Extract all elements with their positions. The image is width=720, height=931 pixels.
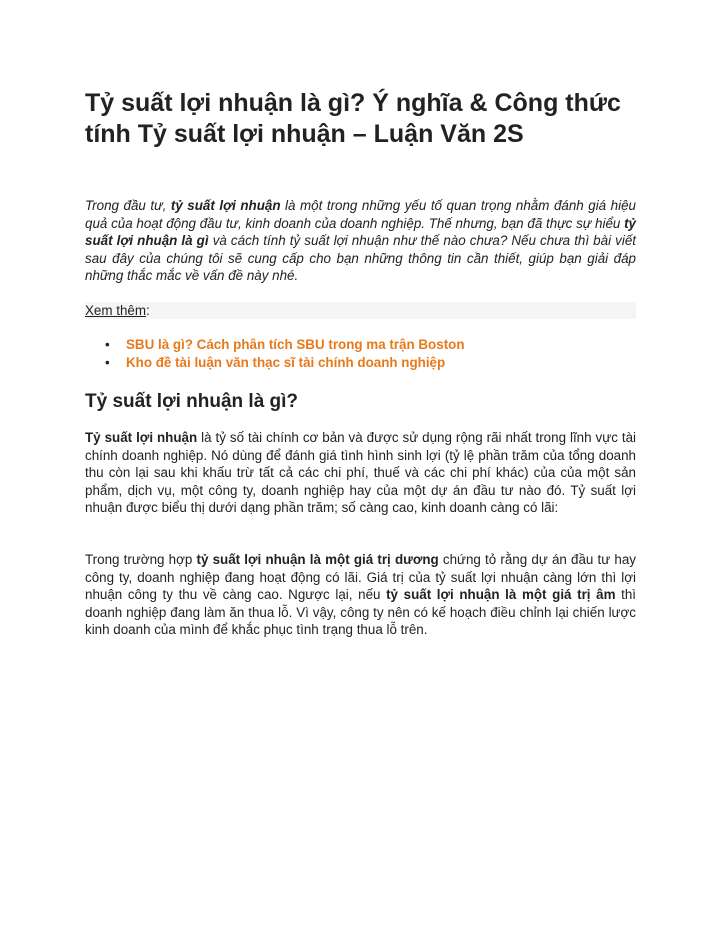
see-more-colon: : xyxy=(146,303,150,318)
para2-text-3: thì doanh nghiệp đang làm ăn thua lỗ. Vì vậy, công ty nên có kế hoạch điều chỉnh lại chiến lược kinh doanh của mình để khắc phục tình trạng thua lỗ trên. xyxy=(85,587,636,638)
page-title: Tỷ suất lợi nhuận là gì? Ý nghĩa & Công thức tính Tỷ suất lợi nhuận – Luận Văn 2S xyxy=(85,89,621,148)
list-item xyxy=(85,336,636,354)
intro-bold-1: tỷ suất lợi nhuận xyxy=(170,198,281,213)
section-heading: Tỷ suất lợi nhuận là gì? xyxy=(85,391,299,412)
intro-text-3: và cách tính tỷ suất lợi nhuận như thế nào chưa? Nếu chưa thì bài viết sau đây của chúng tôi sẽ cung cấp cho bạn những thông tin cần thiết, giúp bạn giải đáp những thắc mắc về vấn đề này nhé. xyxy=(85,233,636,284)
see-more-bar xyxy=(85,302,636,319)
intro-text-1: Trong đầu tư, xyxy=(85,198,171,213)
intro-paragraph xyxy=(85,197,636,285)
para2-bold-1: tỷ suất lợi nhuận là một giá trị dương xyxy=(196,552,439,567)
list-item xyxy=(85,354,636,372)
positive-negative-paragraph xyxy=(85,551,636,639)
see-more-link[interactable]: Xem thêm xyxy=(85,303,147,318)
para1-bold-1: Tỷ suất lợi nhuận xyxy=(85,430,198,445)
related-links-list xyxy=(85,336,636,372)
para2-bold-2: tỷ suất lợi nhuận là một giá trị âm xyxy=(386,587,616,603)
para1-text-1: là tỷ số tài chính cơ bản và được sử dụng rộng rãi nhất trong lĩnh vực tài chính doanh nghiệp. Nó dùng để đánh giá tình hình sinh lợi (tỷ lệ phần trăm của tổng doanh thu còn lại sau khi khấu trừ tất cả các chi phí, thuế và các chi phí khác) của của một sản phẩm, dịch vụ, một công ty, doanh nghiệp hay của một dự án đầu tư nào đó. Tỷ suất lợi nhuận được biểu thị dưới dạng phần trăm; số càng cao, kinh doanh càng có lãi: xyxy=(85,430,636,516)
intro-bold-2: tỷ suất lợi nhuận là gì xyxy=(85,215,636,249)
intro-text-2: là một trong những yếu tố quan trọng nhằm đánh giá hiệu quả của hoạt động đầu tư, kinh doanh của doanh nghiệp. Thế nhưng, bạn đã thực sự hiểu xyxy=(85,198,636,231)
definition-paragraph xyxy=(85,429,636,517)
bullet-icon: • xyxy=(105,337,110,352)
bullet-icon: • xyxy=(105,355,110,370)
related-link-thesis-topics[interactable]: Kho đề tài luận văn thạc sĩ tài chính doanh nghiệp xyxy=(126,355,446,370)
para2-text-2: chứng tỏ rằng dự án đầu tư hay công ty, doanh nghiệp đang hoạt động có lãi. Giá trị của tỷ suất lợi nhuận càng lớn thì lợi nhuận công ty thu về càng cao. Ngược lại, nếu xyxy=(85,552,637,603)
para2-text-1: Trong trường hợp xyxy=(85,552,197,567)
related-link-sbu[interactable]: SBU là gì? Cách phân tích SBU trong ma trận Boston xyxy=(126,337,465,352)
